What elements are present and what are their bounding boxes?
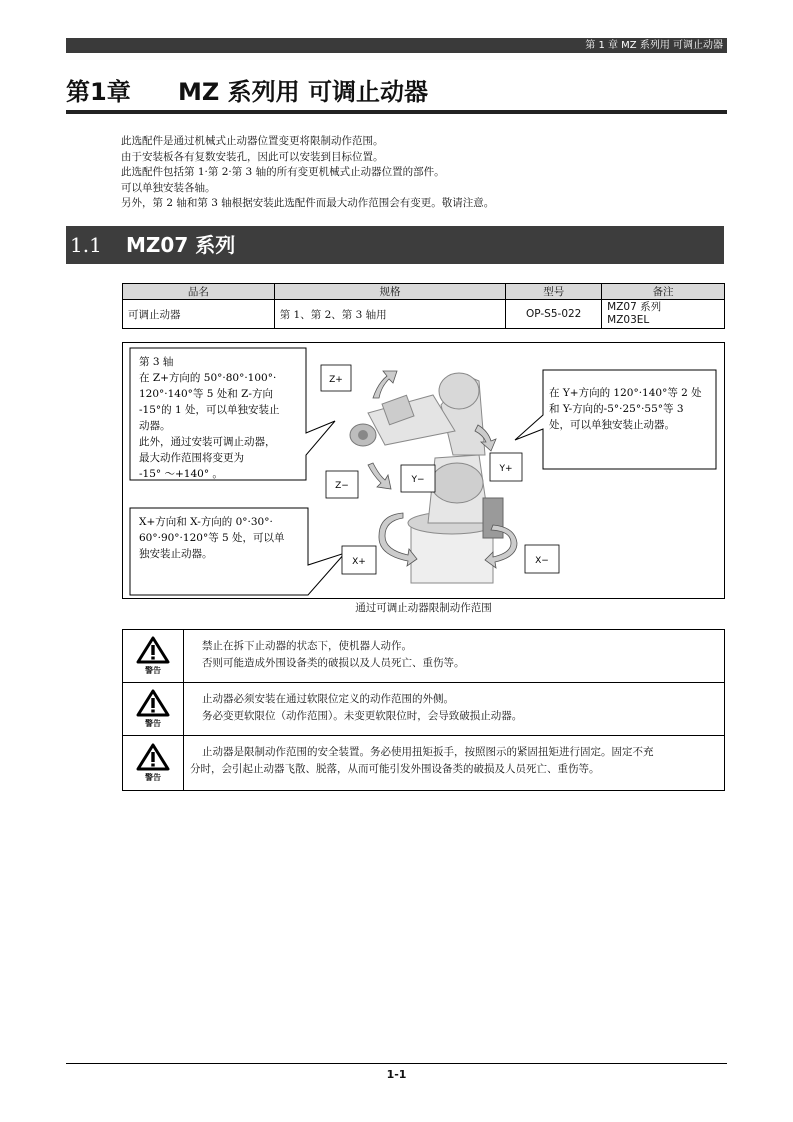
warning-text [184, 736, 724, 790]
note-line: MZ07 系列 [607, 301, 662, 313]
warning-text [184, 683, 724, 735]
section-number: 1.1 [70, 233, 102, 257]
model-cell: OP-S5-022 [506, 300, 602, 329]
warning-text [184, 630, 724, 682]
label-z-plus: Z+ [329, 375, 343, 385]
warning-row [123, 683, 724, 736]
product-name-cell: 可调止动器 [123, 300, 275, 329]
intro-line: 此选配件包括第 1·第 2·第 3 轴的所有变更机械式止动器位置的部件。 [121, 166, 445, 179]
warning-icon-cell [123, 630, 184, 682]
callout-x-line: 独安装止动器。 [139, 548, 213, 560]
label-y-plus: Y+ [499, 464, 513, 474]
label-x-plus: X+ [352, 557, 366, 567]
note-cell [602, 300, 725, 329]
callout-axis3-line: 最大动作范围将变更为 [139, 452, 244, 464]
chapter-number: 第1章 [66, 78, 131, 106]
section-heading [66, 226, 724, 264]
robot-stopper-diagram [123, 343, 724, 598]
spec-cell: 第 1、第 2、第 3 轴用 [274, 300, 506, 329]
callout-axis3-line: 此外，通过安装可调止动器， [139, 436, 276, 448]
warning-triangle-icon [136, 743, 170, 771]
warning-line: 否则可能造成外围设备类的破损以及人员死亡、重伤等。 [202, 657, 465, 669]
page-number: 1-1 [386, 1068, 407, 1081]
callout-axis3-line: 在 Z+方向的 50°·80°·100°· [139, 372, 277, 384]
chapter-title-text: MZ 系列用 可调止动器 [178, 78, 428, 106]
intro-line: 可以单独安装各轴。 [121, 181, 216, 194]
header-cell: 品名 [123, 284, 275, 300]
callout-axis3-line: -15° ～+140° 。 [139, 468, 223, 480]
warning-row [123, 736, 724, 790]
intro-line: 另外，第 2 轴和第 3 轴根据安装此选配件而最大动作范围会有变更。敬请注意。 [121, 197, 495, 210]
figure-caption: 通过可调止动器限制动作范围 [355, 602, 492, 614]
callout-axis3-line: 120°·140°等 5 处和 Z-方向 [139, 388, 273, 400]
callout-y-line: 在 Y+方向的 120°·140°等 2 处 [549, 387, 702, 399]
warning-row [123, 630, 724, 683]
spec-table-header [123, 284, 725, 300]
warning-icon-cell [123, 736, 184, 790]
header-cell: 规格 [274, 284, 506, 300]
spec-table [122, 283, 725, 329]
header-cell: 型号 [506, 284, 602, 300]
warning-line: 止动器必须安装在通过软限位定义的动作范围的外侧。 [202, 693, 454, 705]
warning-label: 警告 [145, 719, 161, 728]
callout-x-line: 60°·90°·120°等 5 处，可以单 [139, 532, 285, 544]
callout-y-line: 处，可以单独安装止动器。 [549, 419, 675, 431]
section-title: MZ07 系列 [126, 233, 236, 257]
header-cell: 备注 [602, 284, 725, 300]
callout-x-line: X+方向和 X-方向的 0°·30°· [139, 516, 273, 528]
warning-icon-cell [123, 683, 184, 735]
label-x-minus: X− [535, 556, 549, 566]
note-line: MZ03EL [607, 314, 650, 326]
warning-line: 分时，会引起止动器飞散、脱落，从而可能引发外围设备类的破损及人员死亡、重伤等。 [190, 763, 600, 775]
intro-paragraph [121, 134, 731, 212]
warning-line: 止动器是限制动作范围的安全装置。务必使用扭矩扳手，按照图示的紧固扭矩进行固定。固定不充 [202, 746, 654, 758]
warning-label: 警告 [145, 666, 161, 675]
warning-table [122, 629, 725, 791]
running-header: 第 1 章 MZ 系列用 可调止动器 [66, 38, 727, 53]
warning-line: 禁止在拆下止动器的状态下，使机器人动作。 [202, 640, 412, 652]
warning-triangle-icon [136, 689, 170, 717]
callout-y-line: 和 Y-方向的-5°·25°·55°等 3 [549, 403, 684, 415]
label-z-minus: Z− [335, 481, 349, 491]
intro-line: 此选配件是通过机械式止动器位置变更将限制动作范围。 [121, 135, 384, 147]
callout-axis3-line: 第 3 轴 [139, 356, 174, 368]
label-y-minus: Y− [411, 475, 425, 485]
figure-frame [122, 342, 725, 599]
chapter-title [66, 74, 727, 114]
callout-axis3-line: -15°的 1 处，可以单独安装止 [139, 404, 280, 416]
warning-triangle-icon [136, 636, 170, 664]
warning-line: 务必变更软限位（动作范围）。未变更软限位时，会导致破损止动器。 [202, 710, 523, 722]
callout-axis3-line: 动器。 [139, 420, 171, 432]
warning-label: 警告 [145, 773, 161, 782]
footer-rule [66, 1063, 727, 1064]
table-row [123, 300, 725, 329]
intro-line: 由于安装板各有复数安装孔，因此可以安装到目标位置。 [121, 150, 384, 163]
